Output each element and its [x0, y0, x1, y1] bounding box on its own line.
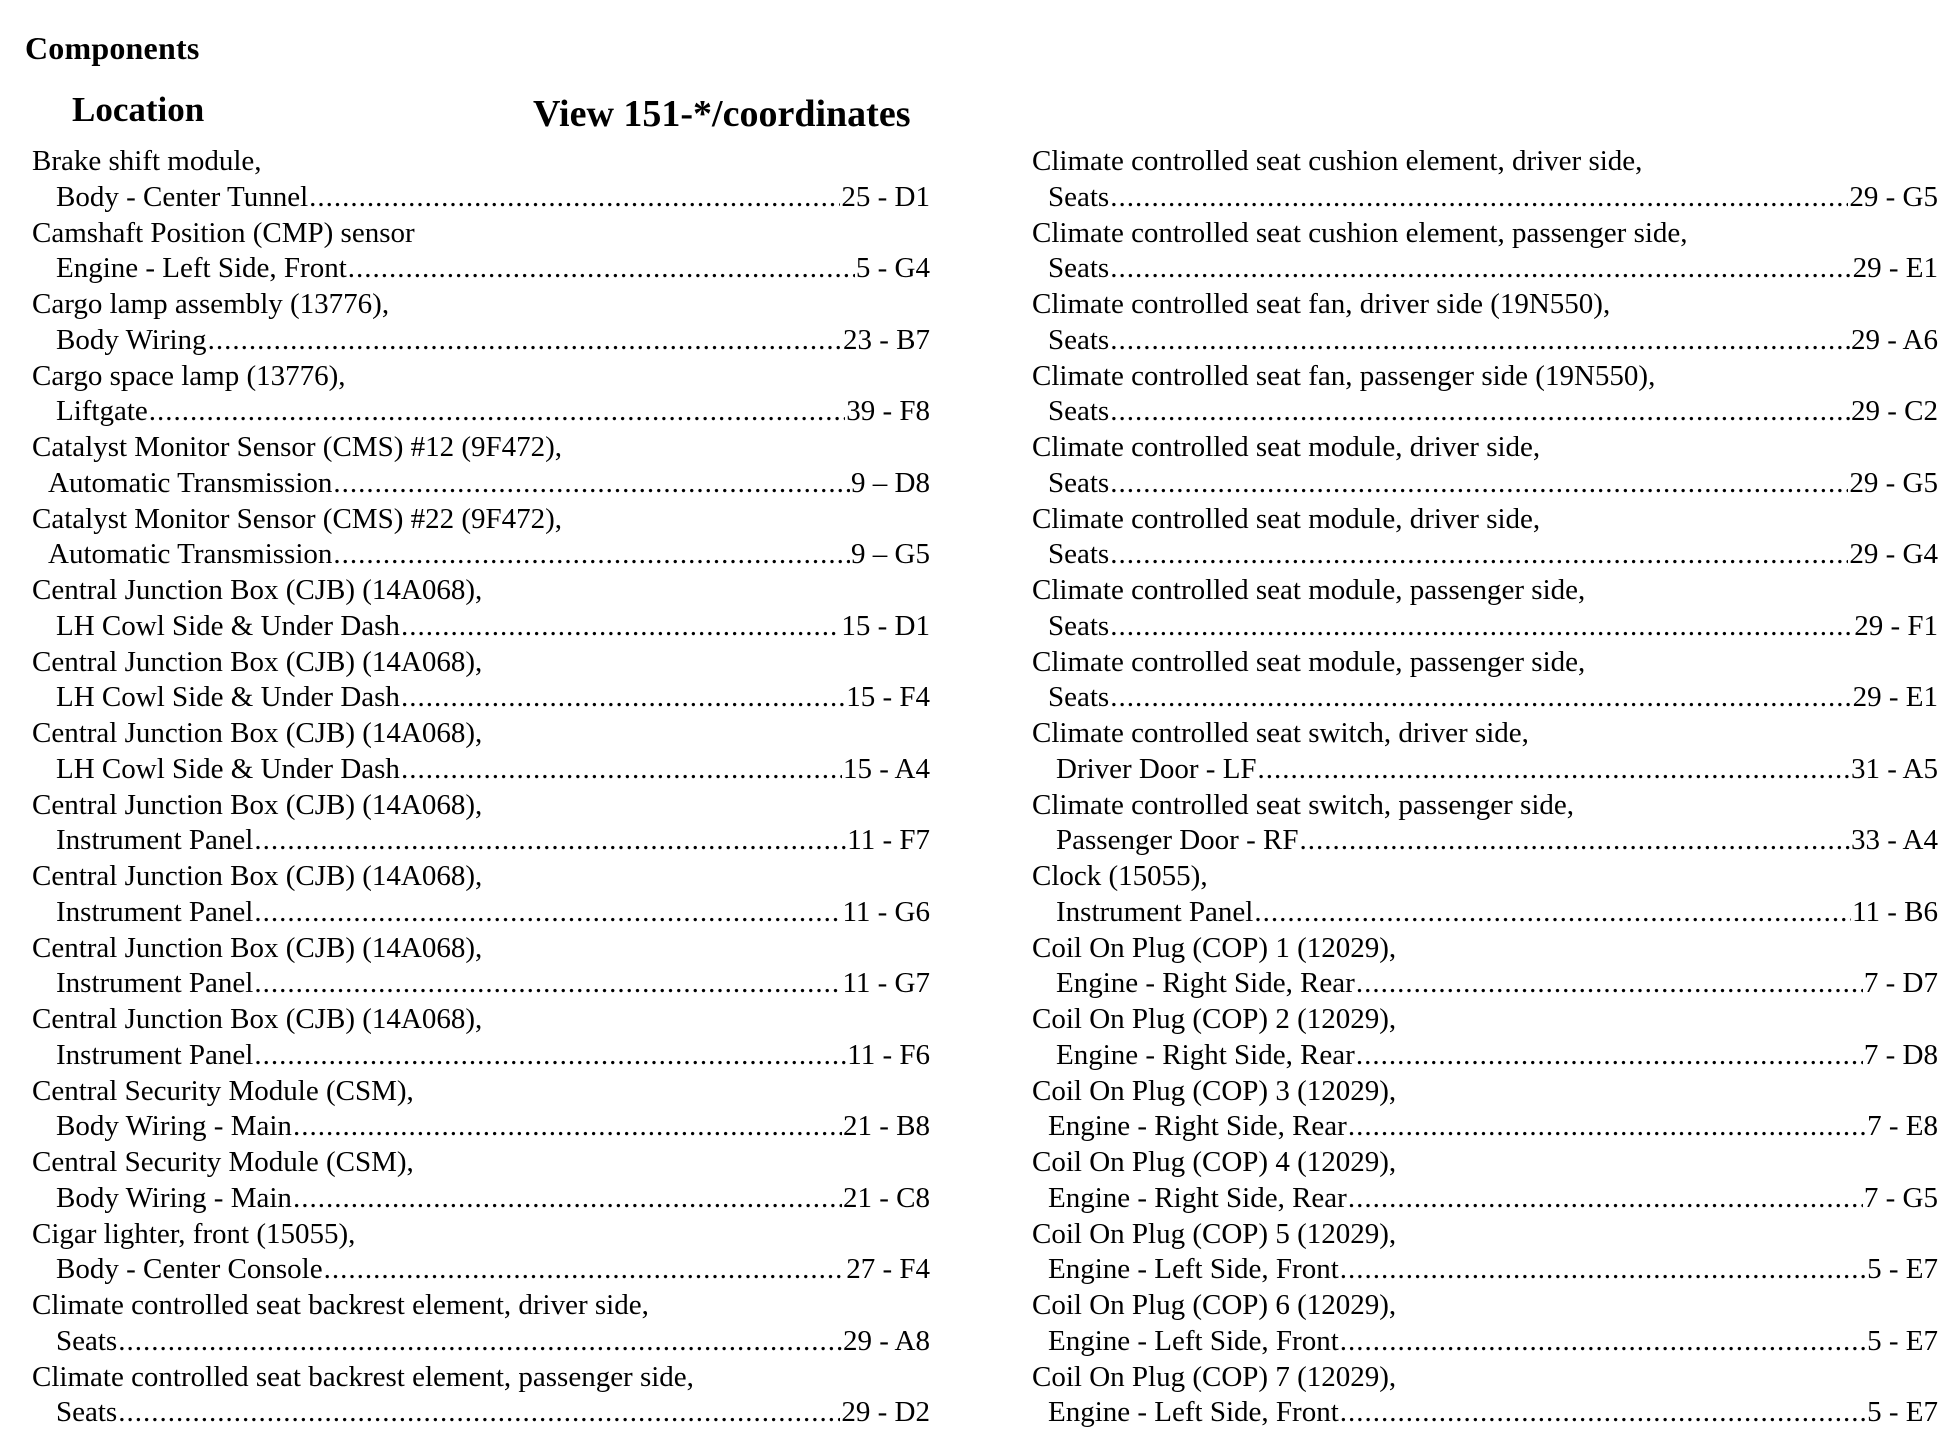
- component-name: Climate controlled seat module, passenger side,: [1032, 645, 1586, 678]
- dot-leader: [254, 966, 841, 1002]
- view-coordinate-ref: 11 - G7: [842, 967, 930, 1000]
- component-location-line: [1032, 680, 1938, 716]
- view-coordinate-ref: 15 - F4: [846, 681, 930, 714]
- dot-leader: [254, 823, 846, 859]
- component-name: Climate controlled seat cushion element, driver side,: [1032, 145, 1643, 177]
- dot-leader: [254, 1038, 846, 1074]
- component-entry: [1032, 359, 1938, 431]
- dot-leader: [1110, 466, 1848, 502]
- dot-leader: [118, 1324, 842, 1360]
- dot-leader: [254, 895, 841, 931]
- component-entry: [1032, 1360, 1938, 1432]
- component-entry: [32, 430, 930, 502]
- dot-leader: [1356, 966, 1863, 1002]
- view-coordinate-ref: 31 - A5: [1851, 752, 1938, 785]
- component-name: Coil On Plug (COP) 5 (12029),: [1032, 1217, 1397, 1250]
- view-coordinate-ref: 29 - C2: [1851, 395, 1938, 428]
- component-location: Seats: [1048, 180, 1110, 213]
- component-location: Body - Center Tunnel: [56, 180, 309, 213]
- view-coordinates-column-header: View 151-*/coordinates: [533, 93, 911, 135]
- component-location-line: [32, 1395, 930, 1431]
- component-location-line: [1032, 1395, 1938, 1431]
- component-entry: [1032, 287, 1938, 359]
- view-coordinate-ref: 15 - D1: [841, 609, 930, 642]
- component-name: Catalyst Monitor Sensor (CMS) #12 (9F472),: [32, 431, 563, 463]
- component-location: Engine - Left Side, Front: [1048, 1253, 1339, 1286]
- dot-leader: [333, 537, 850, 573]
- dot-leader: [1110, 180, 1848, 216]
- view-coordinate-ref: 5 - G4: [855, 252, 930, 285]
- component-location: Liftgate: [56, 395, 148, 428]
- component-location: Seats: [1048, 466, 1110, 499]
- component-entry: [32, 144, 930, 216]
- component-location-line: [1032, 180, 1938, 216]
- component-location-line: [1032, 895, 1938, 931]
- dot-leader: [1340, 1252, 1866, 1288]
- component-entry: [32, 716, 930, 788]
- view-coordinate-ref: 5 - E7: [1867, 1253, 1938, 1286]
- dot-leader: [1299, 823, 1850, 859]
- dot-leader: [1254, 895, 1851, 931]
- component-location: Seats: [1048, 252, 1110, 285]
- component-location: Body Wiring - Main: [56, 1181, 292, 1214]
- dot-leader: [1110, 323, 1850, 359]
- dot-leader: [1110, 394, 1850, 430]
- component-name: Central Junction Box (CJB) (14A068),: [32, 717, 483, 749]
- dot-leader: [1340, 1324, 1866, 1360]
- view-coordinate-ref: 29 - F1: [1854, 609, 1938, 642]
- component-location: Seats: [1048, 395, 1110, 428]
- component-location-line: [1032, 1252, 1938, 1288]
- dot-leader: [401, 680, 845, 716]
- component-entry: [32, 1217, 930, 1289]
- view-coordinate-ref: 29 - G5: [1849, 466, 1938, 499]
- component-location: LH Cowl Side & Under Dash: [56, 609, 400, 642]
- component-location: Engine - Left Side, Front: [56, 252, 347, 285]
- component-location-line: [1032, 1324, 1938, 1360]
- component-name: Central Security Module (CSM),: [32, 1146, 414, 1178]
- component-location-line: [32, 466, 930, 502]
- component-location-line: [32, 823, 930, 859]
- dot-leader: [309, 180, 840, 216]
- dot-leader: [401, 609, 840, 645]
- view-coordinate-ref: 33 - A4: [1851, 824, 1938, 857]
- component-location-line: [32, 1324, 930, 1360]
- component-location-line: [32, 680, 930, 716]
- component-location-line: [1032, 537, 1938, 573]
- component-location: Body - Center Console: [56, 1253, 323, 1286]
- component-name: Coil On Plug (COP) 2 (12029),: [1032, 1003, 1397, 1035]
- dot-leader: [293, 1181, 842, 1217]
- component-location: Engine - Left Side, Front: [1048, 1324, 1339, 1357]
- component-location-line: [1032, 394, 1938, 430]
- dot-leader: [149, 394, 845, 430]
- component-location: Automatic Transmission: [48, 466, 333, 499]
- dot-leader: [1340, 1395, 1866, 1431]
- dot-leader: [1258, 752, 1850, 788]
- component-name: Central Security Module (CSM),: [32, 1074, 414, 1107]
- component-location: Body Wiring - Main: [56, 1110, 292, 1143]
- component-name: Coil On Plug (COP) 6 (12029),: [1032, 1289, 1397, 1321]
- dot-leader: [333, 466, 850, 502]
- component-location: Instrument Panel: [56, 1038, 254, 1071]
- view-coordinate-ref: 29 - E1: [1852, 252, 1938, 285]
- component-entry: [1032, 502, 1938, 574]
- component-name: Cargo space lamp (13776),: [32, 359, 346, 392]
- component-entry: [1032, 573, 1938, 645]
- component-name: Climate controlled seat fan, passenger side (19N550),: [1032, 359, 1656, 392]
- component-name: Climate controlled seat cushion element, passenger side,: [1032, 216, 1688, 249]
- component-location-line: [32, 1252, 930, 1288]
- view-coordinate-ref: 7 - D7: [1863, 967, 1938, 1000]
- component-entry: [32, 859, 930, 931]
- component-name: Central Junction Box (CJB) (14A068),: [32, 645, 483, 678]
- dot-leader: [208, 323, 842, 359]
- component-entry: [1032, 1288, 1938, 1360]
- dot-leader: [1348, 1181, 1863, 1217]
- view-coordinate-ref: 7 - E8: [1867, 1110, 1938, 1143]
- component-location-line: [1032, 323, 1938, 359]
- component-location: Seats: [1048, 538, 1110, 571]
- component-name: Coil On Plug (COP) 4 (12029),: [1032, 1146, 1397, 1178]
- component-location: Engine - Right Side, Rear: [1048, 1110, 1347, 1143]
- component-entry: [32, 1360, 930, 1432]
- view-coordinate-ref: 11 - G6: [842, 895, 930, 928]
- component-name: Coil On Plug (COP) 1 (12029),: [1032, 931, 1397, 964]
- component-location-line: [32, 895, 930, 931]
- view-coordinate-ref: 5 - E7: [1867, 1396, 1938, 1429]
- component-location: Seats: [1048, 323, 1110, 356]
- component-entry: [1032, 144, 1938, 216]
- left-column: [32, 144, 930, 1431]
- dot-leader: [1110, 609, 1853, 645]
- dot-leader: [118, 1395, 840, 1431]
- component-location-line: [32, 537, 930, 573]
- component-name: Clock (15055),: [1032, 860, 1208, 892]
- component-location-line: [32, 752, 930, 788]
- component-entry: [32, 1145, 930, 1217]
- component-location-line: [1032, 466, 1938, 502]
- dot-leader: [401, 752, 842, 788]
- component-location-line: [32, 966, 930, 1002]
- view-coordinate-ref: 29 - A8: [843, 1324, 930, 1357]
- component-entry: [32, 573, 930, 645]
- component-name: Central Junction Box (CJB) (14A068),: [32, 574, 483, 606]
- component-location-line: [32, 251, 930, 287]
- component-location: Automatic Transmission: [48, 538, 333, 571]
- dot-leader: [1356, 1038, 1863, 1074]
- component-entry: [1032, 716, 1938, 788]
- component-location-line: [1032, 251, 1938, 287]
- component-entry: [32, 788, 930, 860]
- component-entry: [32, 1074, 930, 1146]
- component-name: Central Junction Box (CJB) (14A068),: [32, 788, 483, 821]
- component-name: Coil On Plug (COP) 3 (12029),: [1032, 1074, 1397, 1107]
- component-location: LH Cowl Side & Under Dash: [56, 752, 400, 785]
- view-coordinate-ref: 15 - A4: [843, 752, 930, 785]
- component-location: Engine - Right Side, Rear: [1056, 1038, 1355, 1071]
- component-location-line: [1032, 1109, 1938, 1145]
- component-location-line: [32, 394, 930, 430]
- component-name: Climate controlled seat module, driver side,: [1032, 431, 1541, 463]
- component-entry: [1032, 430, 1938, 502]
- component-name: Cargo lamp assembly (13776),: [32, 288, 390, 320]
- component-name: Camshaft Position (CMP) sensor: [32, 216, 415, 249]
- dot-leader: [1110, 537, 1848, 573]
- section-title: Components: [25, 30, 200, 66]
- component-entry: [1032, 1074, 1938, 1146]
- view-coordinate-ref: 11 - F7: [847, 824, 930, 857]
- component-name: Climate controlled seat module, driver side,: [1032, 502, 1541, 535]
- component-name: Brake shift module,: [32, 145, 262, 177]
- component-name: Coil On Plug (COP) 7 (12029),: [1032, 1360, 1397, 1393]
- component-name: Climate controlled seat switch, passenger side,: [1032, 788, 1574, 821]
- component-entry: [32, 1002, 930, 1074]
- component-location: Seats: [1048, 681, 1110, 714]
- component-entry: [1032, 859, 1938, 931]
- component-entry: [1032, 788, 1938, 860]
- view-coordinate-ref: 29 - E1: [1852, 681, 1938, 714]
- component-entry: [32, 287, 930, 359]
- view-coordinate-ref: 23 - B7: [843, 323, 930, 356]
- view-coordinate-ref: 7 - D8: [1863, 1038, 1938, 1071]
- component-name: Central Junction Box (CJB) (14A068),: [32, 1003, 483, 1035]
- component-location-line: [1032, 823, 1938, 859]
- component-name: Central Junction Box (CJB) (14A068),: [32, 860, 483, 892]
- component-location: Instrument Panel: [56, 967, 254, 1000]
- component-name: Climate controlled seat fan, driver side (19N550),: [1032, 288, 1611, 320]
- component-location: Engine - Left Side, Front: [1048, 1396, 1339, 1429]
- component-entry: [32, 645, 930, 717]
- component-location-line: [32, 323, 930, 359]
- view-coordinate-ref: 29 - D2: [841, 1396, 930, 1429]
- right-column: [1032, 144, 1938, 1431]
- view-coordinate-ref: 9 – D8: [851, 466, 930, 499]
- component-location-line: [32, 1038, 930, 1074]
- view-coordinate-ref: 39 - F8: [846, 395, 930, 428]
- component-location-line: [1032, 966, 1938, 1002]
- view-coordinate-ref: 11 - B6: [1852, 895, 1938, 928]
- component-location-line: [1032, 1038, 1938, 1074]
- component-location: Seats: [56, 1324, 118, 1357]
- view-coordinate-ref: 29 - A6: [1851, 323, 1938, 356]
- dot-leader: [1110, 251, 1851, 287]
- component-location-line: [32, 1109, 930, 1145]
- component-location: Seats: [1048, 609, 1110, 642]
- dot-leader: [293, 1109, 842, 1145]
- view-coordinate-ref: 9 – G5: [851, 538, 930, 571]
- component-entry: [1032, 645, 1938, 717]
- component-location-line: [1032, 1181, 1938, 1217]
- view-coordinate-ref: 21 - C8: [843, 1181, 930, 1214]
- view-coordinate-ref: 27 - F4: [846, 1253, 930, 1286]
- dot-leader: [1110, 680, 1851, 716]
- location-column-header: Location: [72, 90, 205, 129]
- component-name: Cigar lighter, front (15055),: [32, 1217, 356, 1250]
- component-location: Seats: [56, 1396, 118, 1429]
- component-entry: [1032, 1002, 1938, 1074]
- component-name: Climate controlled seat backrest element, passenger side,: [32, 1360, 694, 1393]
- component-entry: [32, 1288, 930, 1360]
- component-location: Passenger Door - RF: [1056, 824, 1299, 857]
- component-entry: [32, 502, 930, 574]
- component-name: Catalyst Monitor Sensor (CMS) #22 (9F472),: [32, 502, 563, 535]
- component-entry: [32, 216, 930, 288]
- component-entry: [1032, 1217, 1938, 1289]
- component-name: Climate controlled seat module, passenger side,: [1032, 574, 1586, 606]
- view-coordinate-ref: 21 - B8: [843, 1110, 930, 1143]
- dot-leader: [324, 1252, 846, 1288]
- component-entry: [32, 931, 930, 1003]
- view-coordinate-ref: 11 - F6: [847, 1038, 930, 1071]
- component-name: Climate controlled seat backrest element, driver side,: [32, 1289, 649, 1321]
- component-location: Instrument Panel: [56, 895, 254, 928]
- component-entry: [1032, 931, 1938, 1003]
- component-location: Driver Door - LF: [1056, 752, 1257, 785]
- component-location: Instrument Panel: [56, 824, 254, 857]
- component-location-line: [1032, 752, 1938, 788]
- view-coordinate-ref: 29 - G5: [1849, 180, 1938, 213]
- dot-leader: [348, 251, 855, 287]
- component-name: Climate controlled seat switch, driver side,: [1032, 717, 1529, 749]
- view-coordinate-ref: 5 - E7: [1867, 1324, 1938, 1357]
- component-entry: [1032, 1145, 1938, 1217]
- component-location: Engine - Right Side, Rear: [1056, 967, 1355, 1000]
- component-location: Instrument Panel: [1056, 895, 1254, 928]
- component-location-line: [32, 1181, 930, 1217]
- component-name: Central Junction Box (CJB) (14A068),: [32, 931, 483, 964]
- component-location: Engine - Right Side, Rear: [1048, 1181, 1347, 1214]
- component-location: Body Wiring: [56, 323, 207, 356]
- component-location-line: [32, 609, 930, 645]
- component-entry: [1032, 216, 1938, 288]
- dot-leader: [1348, 1109, 1866, 1145]
- component-location-line: [32, 180, 930, 216]
- component-location: LH Cowl Side & Under Dash: [56, 681, 400, 714]
- view-coordinate-ref: 7 - G5: [1863, 1181, 1938, 1214]
- component-entry: [32, 359, 930, 431]
- component-location-line: [1032, 609, 1938, 645]
- view-coordinate-ref: 29 - G4: [1849, 538, 1938, 571]
- view-coordinate-ref: 25 - D1: [841, 180, 930, 213]
